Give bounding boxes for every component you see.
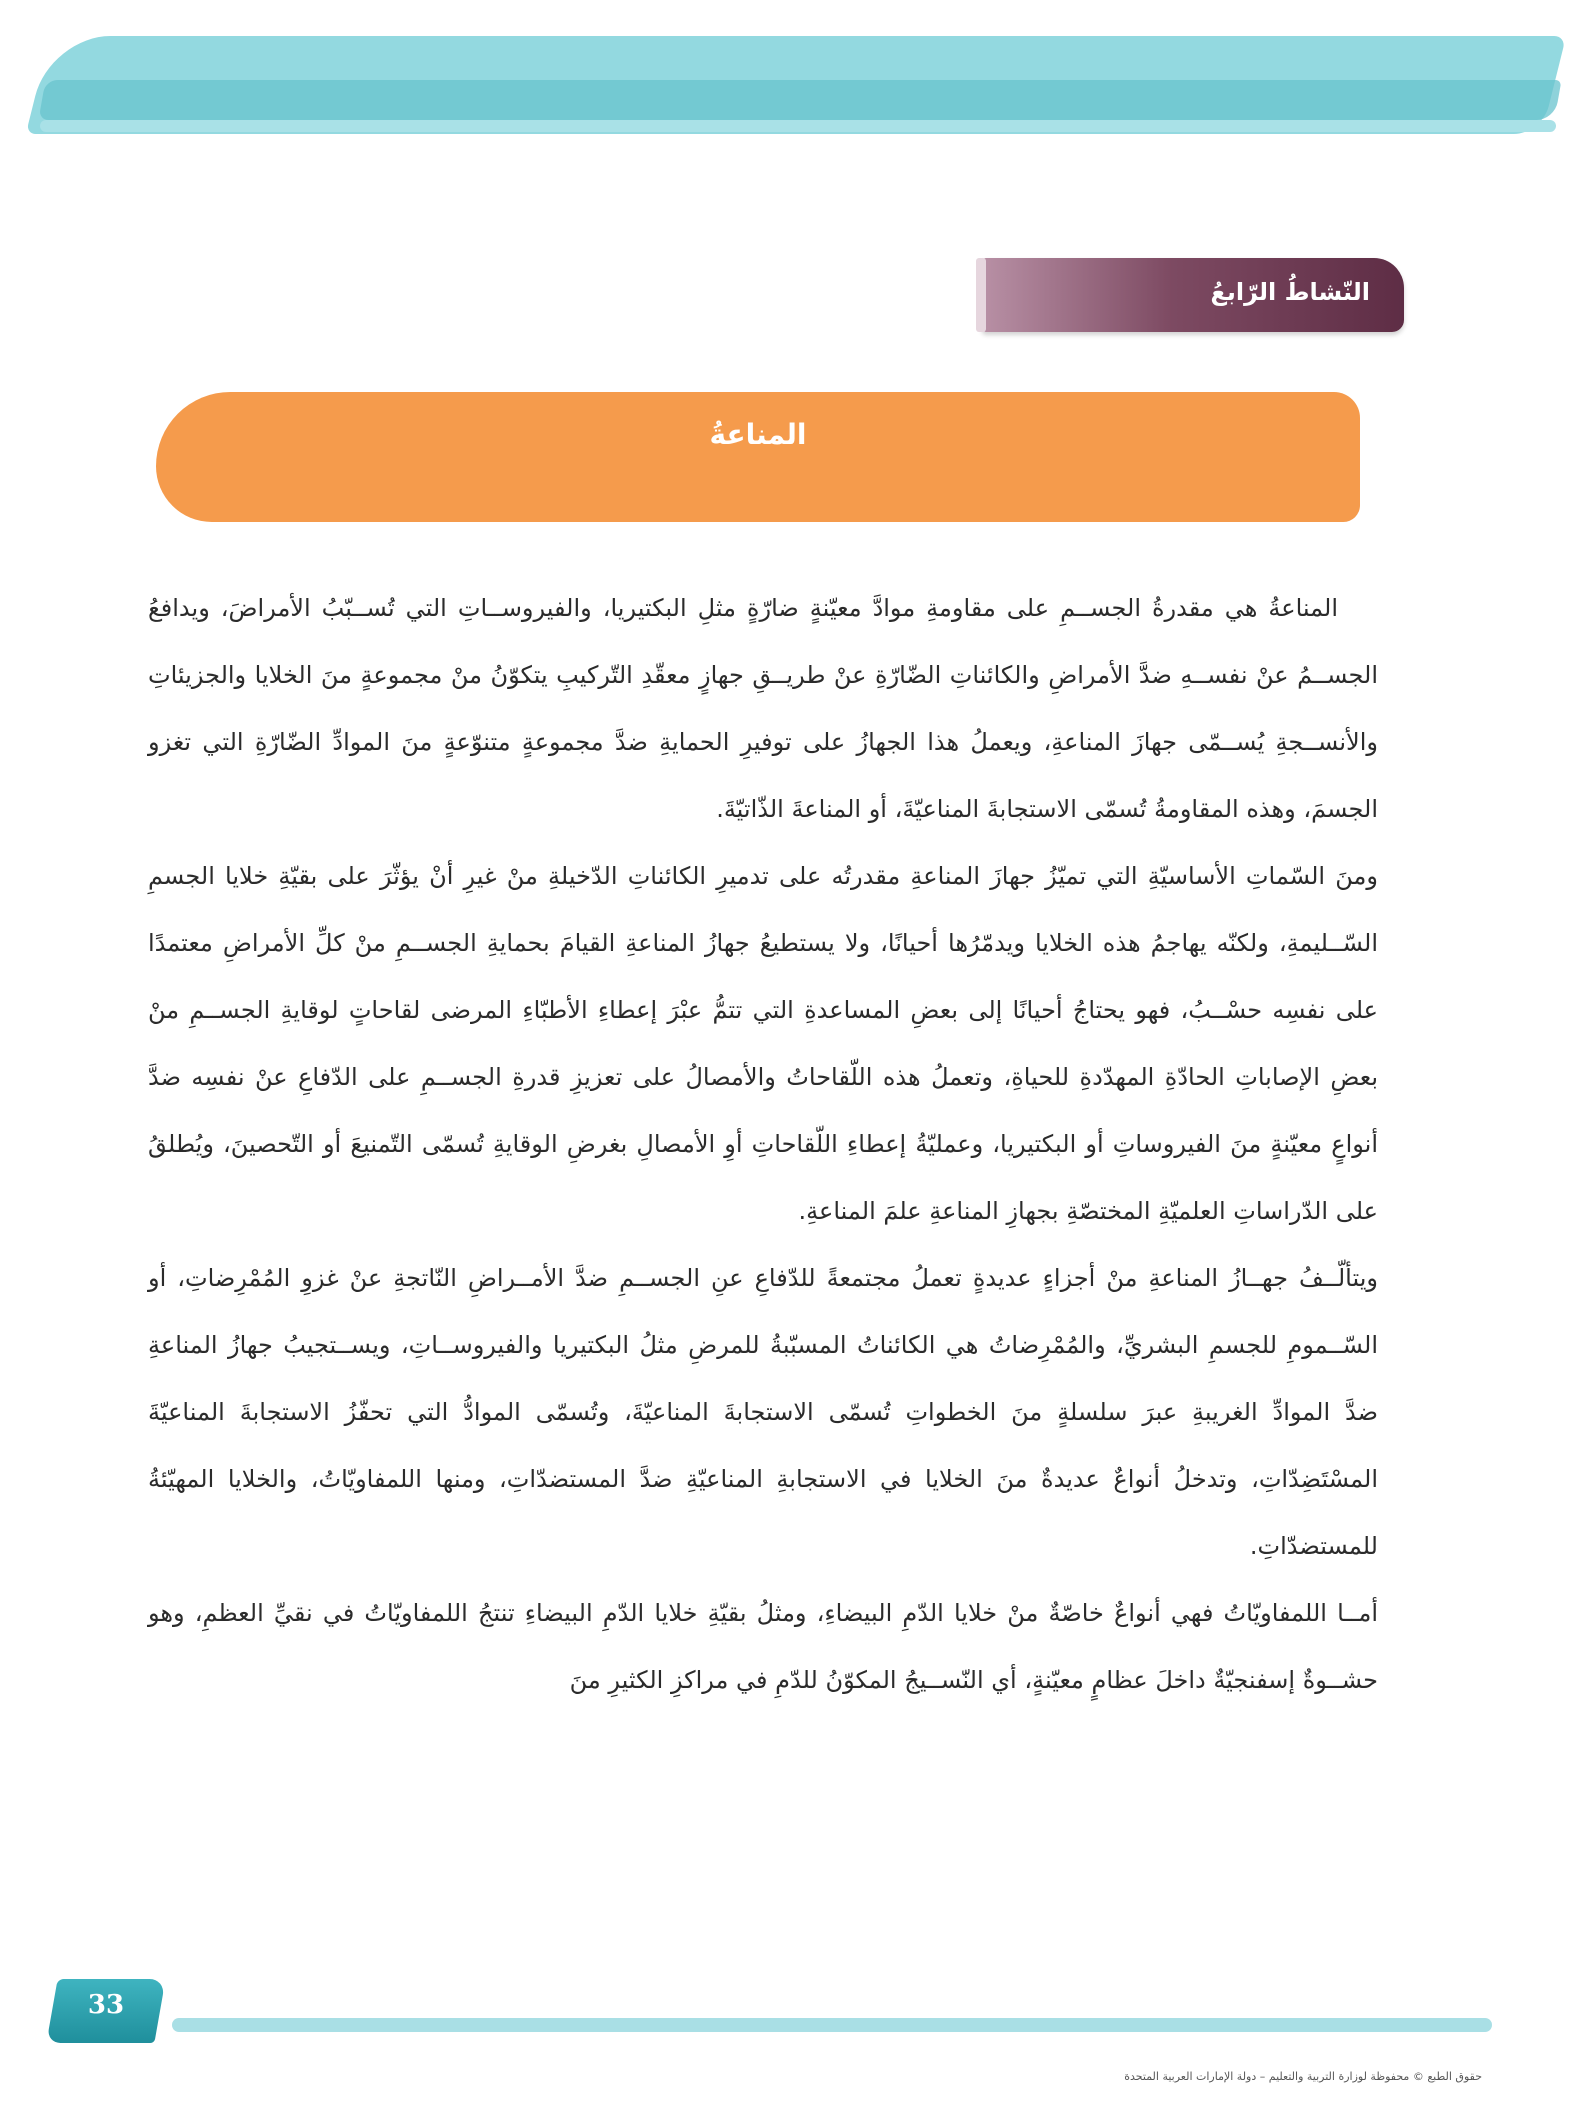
footer-divider [172, 2018, 1492, 2032]
paragraph: المناعةُ هي مقدرةُ الجســمِ على مقاومةِ موادَّ معيّنةٍ ضارّةٍ مثلِ البكتيريا، والفيروســاتِ التي تُســبّبُ الأمراضَ، ويدافعُ الجســمُ عنْ نفســهِ ضدَّ الأمراضِ والكائناتِ الضّارّةِ عنْ طريــقِ جهازٍ معقّدِ التّركيبِ يتكوّنُ منْ مجموعةٍ منَ الخلايا والجزيئاتِ والأنســجةِ يُســمّى جهازَ المناعةِ، ويعملُ هذا الجهازُ على توفيرِ الحمايةِ ضدَّ مجموعةٍ متنوّعةٍ منَ الموادِّ الضّارّةِ التي تغزو الجسمَ، وهذه المقاومةُ تُسمّى الاستجابةَ المناعيّةَ، أو المناعةَ الذّاتيّةَ. [148, 594, 1378, 823]
body-text [148, 575, 1378, 1714]
top-banner-decoration [38, 36, 1554, 134]
activity-label: النّشاطُ الرّابعُ [1210, 278, 1370, 306]
page-number: 33 [87, 1990, 125, 2020]
section-title: المناعةُ [709, 418, 807, 451]
top-banner-edge [40, 120, 1556, 132]
paragraph: ويتألّــفُ جهــازُ المناعةِ منْ أجزاءٍ عديدةٍ تعملُ مجتمعةً للدّفاعِ عنِ الجســمِ ضدَّ الأمــراضِ النّاتجةِ عنْ غزوِ المُمْرِضاتِ، أو السّــمومِ للجسمِ البشريِّ، والمُمْرِضاتُ هي الكائناتُ المسبّبةُ للمرضِ مثلُ البكتيريا والفيروســاتِ، ويســتجيبُ جهازُ المناعةِ ضدَّ الموادِّ الغريبةِ عبرَ سلسلةٍ منَ الخطواتِ تُسمّى الاستجابةَ المناعيّةَ، وتُسمّى الموادُّ التي تحفّزُ الاستجابةَ المناعيّةَ المسْتَضِدّاتِ، وتدخلُ أنواعٌ عديدةٌ منَ الخلايا في الاستجابةِ المناعيّةِ ضدَّ المستضدّاتِ، ومنها اللمفاويّاتُ، والخلايا المهيّئةُ للمستضدّاتِ. [148, 1264, 1378, 1560]
paragraph: ومنَ السّماتِ الأساسيّةِ التي تميّزُ جهازَ المناعةِ مقدرتُه على تدميرِ الكائناتِ الدّخيلةِ منْ غيرِ أنْ يؤثّرَ على بقيّةِ خلايا الجسمِ السّــليمةِ، ولكنّه يهاجمُ هذه الخلايا ويدمّرُها أحيانًا، ولا يستطيعُ جهازُ المناعةِ القيامَ بحمايةِ الجســمِ منْ كلِّ الأمراضِ معتمدًا على نفسِه حسْــبُ، فهو يحتاجُ أحيانًا إلى بعضِ المساعدةِ التي تتمُّ عبْرَ إعطاءِ الأطبّاءِ المرضى لقاحاتٍ لوقايةِ الجســمِ منْ بعضِ الإصاباتِ الحادّةِ المهدّدةِ للحياةِ، وتعملُ هذه اللّقاحاتُ والأمصالُ على تعزيزِ قدرةِ الجســمِ على الدّفاعِ عنْ نفسِه ضدَّ أنواعٍ معيّنةٍ منَ الفيروساتِ أو البكتيريا، وعمليّةُ إعطاءِ اللّقاحاتِ أوِ الأمصالِ بغرضِ الوقايةِ تُسمّى التّمنيعَ أو التّحصينَ، ويُطلقُ على الدّراساتِ العلميّةِ المختصّةِ بجهازِ المناعةِ علمَ المناعةِ. [148, 862, 1378, 1225]
top-banner-front [38, 80, 1561, 120]
section-title-bar [156, 392, 1360, 522]
paragraph: أمــا اللمفاويّاتُ فهي أنواعٌ خاصّةٌ منْ خلايا الدّمِ البيضاءِ، ومثلُ بقيّةِ خلايا الدّمِ البيضاءِ تنتجُ اللمفاويّاتُ في نقيِّ العظمِ، وهو حشــوةٌ إسفنجيّةٌ داخلَ عظامٍ معيّنةٍ، أي النّســيجُ المكوّنُ للدّمِ في مراكزِ الكثيرِ منَ [148, 1599, 1378, 1694]
activity-ribbon-lip [976, 258, 986, 332]
activity-ribbon [982, 258, 1404, 332]
copyright-notice: حقوق الطبع © محفوظة لوزارة التربية والتعليم – دولة الإمارات العربية المتحدة [1124, 2070, 1482, 2083]
